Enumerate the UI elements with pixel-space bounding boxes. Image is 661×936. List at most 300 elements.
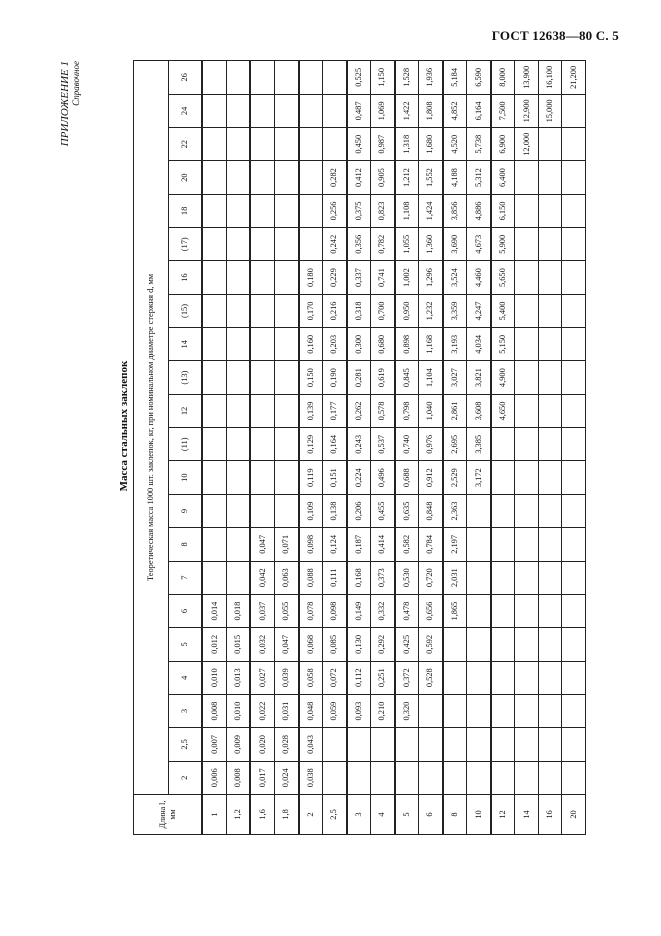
mass-value-cell	[226, 194, 250, 227]
mass-value-cell	[250, 428, 274, 461]
mass-value-cell: 0,292	[371, 628, 395, 661]
mass-value-cell: 0,037	[250, 594, 274, 627]
mass-value-cell	[562, 128, 586, 161]
mass-value-cell	[250, 161, 274, 194]
mass-value-cell: 0,845	[395, 361, 419, 394]
mass-value-cell	[538, 128, 562, 161]
mass-value-cell: 15,000	[538, 94, 562, 127]
mass-value-cell: 3,856	[443, 194, 467, 227]
mass-value-cell: 0,414	[371, 528, 395, 561]
mass-value-cell	[538, 728, 562, 761]
mass-value-cell	[226, 561, 250, 594]
mass-value-cell	[538, 628, 562, 661]
diameter-row	[515, 61, 539, 835]
diameter-header-cell: 2	[299, 794, 323, 834]
length-value-cell: 26	[169, 61, 203, 95]
diameter-row	[395, 61, 419, 835]
mass-value-cell: 0,138	[323, 494, 347, 527]
mass-value-cell: 0,014	[202, 594, 226, 627]
mass-value-cell: 0,206	[347, 494, 371, 527]
mass-value-cell: 0,112	[347, 661, 371, 694]
mass-value-cell	[226, 61, 250, 95]
mass-value-cell	[562, 161, 586, 194]
mass-value-cell: 0,318	[347, 294, 371, 327]
mass-value-cell: 0,537	[371, 428, 395, 461]
mass-value-cell	[562, 428, 586, 461]
mass-value-cell	[323, 94, 347, 127]
mass-value-cell	[275, 261, 299, 294]
mass-value-cell: 2,197	[443, 528, 467, 561]
mass-value-cell: 0,412	[347, 161, 371, 194]
mass-value-cell: 0,210	[371, 694, 395, 727]
diameter-row	[347, 61, 371, 835]
mass-value-cell: 8,000	[491, 61, 515, 95]
mass-value-cell	[538, 694, 562, 727]
mass-value-cell	[250, 61, 274, 95]
mass-value-cell: 0,530	[395, 561, 419, 594]
mass-value-cell: 0,525	[347, 61, 371, 95]
mass-value-cell: 0,282	[323, 161, 347, 194]
mass-value-cell: 0,124	[323, 528, 347, 561]
diameter-row	[323, 61, 347, 835]
mass-value-cell: 4,900	[491, 361, 515, 394]
mass-value-cell	[467, 661, 491, 694]
mass-value-cell	[562, 661, 586, 694]
mass-value-cell	[202, 128, 226, 161]
length-value-cell: 16	[169, 261, 203, 294]
mass-value-cell: 0,987	[371, 128, 395, 161]
length-value-cell: 12	[169, 394, 203, 427]
mass-value-cell: 0,078	[299, 594, 323, 627]
mass-value-cell: 3,385	[467, 428, 491, 461]
length-header: Длина l, мм	[134, 794, 203, 834]
mass-value-cell: 0,300	[347, 328, 371, 361]
mass-value-cell	[562, 261, 586, 294]
mass-value-cell: 0,013	[226, 661, 250, 694]
mass-value-cell	[562, 594, 586, 627]
mass-value-cell: 0,242	[323, 228, 347, 261]
diameter-header-cell: 3	[347, 794, 371, 834]
mass-value-cell: 1,865	[443, 594, 467, 627]
mass-value-cell	[515, 561, 539, 594]
length-value-cell: 22	[169, 128, 203, 161]
mass-value-cell	[491, 528, 515, 561]
mass-value-cell: 0,024	[275, 761, 299, 794]
mass-value-cell: 0,373	[371, 561, 395, 594]
mass-value-cell: 0,160	[299, 328, 323, 361]
mass-value-cell	[467, 761, 491, 794]
mass-value-cell	[275, 328, 299, 361]
mass-value-cell: 0,740	[395, 428, 419, 461]
mass-value-cell	[323, 728, 347, 761]
mass-value-cell	[202, 228, 226, 261]
mass-value-cell: 0,130	[347, 628, 371, 661]
mass-value-cell: 4,886	[467, 194, 491, 227]
mass-value-cell	[467, 728, 491, 761]
mass-value-cell	[491, 761, 515, 794]
mass-value-cell	[467, 528, 491, 561]
diameter-header-cell: 1	[202, 794, 226, 834]
mass-value-cell: 0,455	[371, 494, 395, 527]
mass-value-cell	[515, 761, 539, 794]
mass-value-cell: 1,424	[419, 194, 443, 227]
mass-value-cell	[275, 128, 299, 161]
mass-value-cell: 0,150	[299, 361, 323, 394]
mass-value-cell: 1,808	[419, 94, 443, 127]
mass-value-cell: 0,229	[323, 261, 347, 294]
mass-value-cell: 5,900	[491, 228, 515, 261]
mass-value-cell	[562, 461, 586, 494]
mass-value-cell	[202, 194, 226, 227]
mass-value-cell	[202, 394, 226, 427]
mass-value-cell	[467, 594, 491, 627]
mass-value-cell: 3,821	[467, 361, 491, 394]
rivet-mass-table	[133, 60, 586, 835]
mass-value-cell	[538, 161, 562, 194]
mass-value-cell	[562, 528, 586, 561]
mass-value-cell	[299, 94, 323, 127]
mass-value-cell: 0,048	[299, 694, 323, 727]
mass-value-cell: 4,188	[443, 161, 467, 194]
mass-value-cell	[202, 528, 226, 561]
diameter-row	[226, 61, 250, 835]
mass-value-cell	[443, 728, 467, 761]
mass-value-cell: 0,072	[323, 661, 347, 694]
mass-value-cell: 0,164	[323, 428, 347, 461]
mass-value-cell	[275, 294, 299, 327]
length-value-cell: (13)	[169, 361, 203, 394]
mass-value-cell: 1,212	[395, 161, 419, 194]
mass-value-cell: 0,619	[371, 361, 395, 394]
mass-value-cell: 0,170	[299, 294, 323, 327]
mass-value-cell: 0,251	[371, 661, 395, 694]
mass-value-cell	[250, 494, 274, 527]
mass-value-cell: 4,520	[443, 128, 467, 161]
length-value-cell: 5	[169, 628, 203, 661]
mass-value-cell: 1,528	[395, 61, 419, 95]
mass-value-cell: 0,031	[275, 694, 299, 727]
mass-value-cell	[515, 161, 539, 194]
mass-value-cell: 0,680	[371, 328, 395, 361]
mass-value-cell	[562, 194, 586, 227]
mass-value-cell	[538, 194, 562, 227]
mass-value-cell: 6,900	[491, 128, 515, 161]
mass-value-cell: 0,022	[250, 694, 274, 727]
mass-value-cell	[226, 228, 250, 261]
mass-value-cell: 1,232	[419, 294, 443, 327]
mass-value-cell	[250, 361, 274, 394]
mass-value-cell: 1,296	[419, 261, 443, 294]
mass-value-cell	[226, 128, 250, 161]
mass-value-cell	[202, 461, 226, 494]
mass-value-cell: 0,332	[371, 594, 395, 627]
mass-value-cell	[226, 328, 250, 361]
diameter-row	[250, 61, 274, 835]
mass-value-cell	[515, 494, 539, 527]
mass-value-cell	[226, 361, 250, 394]
mass-value-cell: 0,905	[371, 161, 395, 194]
length-value-cell: 14	[169, 328, 203, 361]
mass-value-cell	[538, 428, 562, 461]
mass-value-cell	[395, 761, 419, 794]
length-value-cell: (17)	[169, 228, 203, 261]
mass-value-cell: 0,720	[419, 561, 443, 594]
diameter-row	[299, 61, 323, 835]
mass-value-cell	[515, 594, 539, 627]
mass-value-cell	[323, 128, 347, 161]
mass-value-cell: 0,741	[371, 261, 395, 294]
mass-value-cell: 0,149	[347, 594, 371, 627]
mass-value-cell: 1,069	[371, 94, 395, 127]
mass-value-cell: 0,093	[347, 694, 371, 727]
mass-value-cell	[202, 361, 226, 394]
mass-value-cell: 0,528	[419, 661, 443, 694]
appendix-label	[60, 61, 82, 201]
length-value-cell: 18	[169, 194, 203, 227]
mass-value-cell	[299, 128, 323, 161]
mass-value-cell	[491, 594, 515, 627]
mass-value-cell	[202, 94, 226, 127]
mass-value-cell: 3,608	[467, 394, 491, 427]
mass-value-cell	[347, 728, 371, 761]
mass-value-cell: 13,900	[515, 61, 539, 95]
mass-value-cell	[419, 694, 443, 727]
mass-value-cell: 0,243	[347, 428, 371, 461]
mass-value-cell: 0,098	[323, 594, 347, 627]
mass-value-cell	[419, 728, 443, 761]
mass-value-cell: 0,088	[299, 561, 323, 594]
mass-value-cell: 0,139	[299, 394, 323, 427]
mass-value-cell: 2,031	[443, 561, 467, 594]
table-title: Масса стальных заклепок	[118, 360, 130, 492]
mass-value-cell: 2,861	[443, 394, 467, 427]
mass-value-cell: 0,848	[419, 494, 443, 527]
mass-value-cell	[226, 494, 250, 527]
mass-value-cell: 1,040	[419, 394, 443, 427]
mass-value-cell	[275, 494, 299, 527]
mass-value-cell: 3,524	[443, 261, 467, 294]
diameter-header-cell: 20	[562, 794, 586, 834]
mass-value-cell	[515, 261, 539, 294]
mass-value-cell: 0,784	[419, 528, 443, 561]
mass-value-cell: 5,312	[467, 161, 491, 194]
length-value-cell: 2	[169, 761, 203, 794]
mass-value-cell: 4,852	[443, 94, 467, 127]
mass-value-cell	[491, 628, 515, 661]
mass-value-cell	[467, 628, 491, 661]
mass-value-cell: 1,108	[395, 194, 419, 227]
mass-value-cell: 0,798	[395, 394, 419, 427]
mass-value-cell: 0,375	[347, 194, 371, 227]
mass-value-cell	[515, 528, 539, 561]
mass-value-cell	[275, 361, 299, 394]
page-header: ГОСТ 12638—80 С. 5	[491, 28, 619, 43]
mass-value-cell: 0,038	[299, 761, 323, 794]
diameter-header-cell: 1,2	[226, 794, 250, 834]
mass-value-cell: 1,168	[419, 328, 443, 361]
mass-value-cell	[250, 128, 274, 161]
mass-value-cell	[515, 294, 539, 327]
mass-value-cell: 0,009	[226, 728, 250, 761]
mass-value-cell	[226, 394, 250, 427]
length-value-cell: (11)	[169, 428, 203, 461]
mass-value-cell: 0,700	[371, 294, 395, 327]
mass-value-cell	[538, 494, 562, 527]
mass-value-cell	[202, 261, 226, 294]
diameter-row	[275, 61, 299, 835]
length-value-cell: 8	[169, 528, 203, 561]
diameter-header-cell: 5	[395, 794, 419, 834]
mass-value-cell: 0,912	[419, 461, 443, 494]
mass-value-cell: 0,071	[275, 528, 299, 561]
mass-value-cell: 0,180	[299, 261, 323, 294]
mass-value-cell: 5,400	[491, 294, 515, 327]
mass-value-cell: 0,068	[299, 628, 323, 661]
mass-value-cell: 0,098	[299, 528, 323, 561]
mass-value-cell: 0,047	[275, 628, 299, 661]
mass-value-cell: 5,738	[467, 128, 491, 161]
mass-value-cell: 0,012	[202, 628, 226, 661]
mass-value-cell: 1,104	[419, 361, 443, 394]
mass-value-cell: 0,177	[323, 394, 347, 427]
mass-value-cell: 1,936	[419, 61, 443, 95]
mass-value-cell	[515, 728, 539, 761]
mass-value-cell	[250, 194, 274, 227]
mass-value-cell: 4,034	[467, 328, 491, 361]
mass-value-cell	[275, 194, 299, 227]
mass-value-cell: 3,027	[443, 361, 467, 394]
mass-value-cell: 0,823	[371, 194, 395, 227]
mass-value-cell	[275, 228, 299, 261]
diameter-row	[419, 61, 443, 835]
mass-value-cell: 0,007	[202, 728, 226, 761]
mass-value-cell	[515, 461, 539, 494]
mass-value-cell	[299, 194, 323, 227]
mass-value-cell	[443, 694, 467, 727]
diameter-header-cell: 6	[419, 794, 443, 834]
mass-value-cell	[419, 761, 443, 794]
mass-value-cell: 0,017	[250, 761, 274, 794]
diameter-header-cell: 10	[467, 794, 491, 834]
diameter-header-cell: 4	[371, 794, 395, 834]
mass-value-cell: 1,552	[419, 161, 443, 194]
diameter-row	[538, 61, 562, 835]
mass-value-cell	[323, 61, 347, 95]
mass-value-cell: 0,281	[347, 361, 371, 394]
mass-value-cell	[562, 628, 586, 661]
mass-value-cell	[562, 328, 586, 361]
mass-value-cell	[202, 294, 226, 327]
mass-value-cell	[515, 328, 539, 361]
mass-value-cell	[491, 694, 515, 727]
mass-value-cell: 0,008	[202, 694, 226, 727]
mass-value-cell	[538, 328, 562, 361]
mass-value-cell	[275, 428, 299, 461]
mass-value-cell	[491, 561, 515, 594]
diameter-row	[443, 61, 467, 835]
mass-value-cell	[515, 661, 539, 694]
mass-value-cell: 0,187	[347, 528, 371, 561]
diameter-row	[371, 61, 395, 835]
mass-value-cell	[443, 661, 467, 694]
mass-value-cell: 5,650	[491, 261, 515, 294]
mass-value-cell: 6,164	[467, 94, 491, 127]
mass-value-cell: 0,487	[347, 94, 371, 127]
mass-value-cell	[538, 761, 562, 794]
mass-value-cell	[250, 228, 274, 261]
mass-value-cell: 0,111	[323, 561, 347, 594]
mass-value-cell: 0,055	[275, 594, 299, 627]
mass-value-cell: 0,216	[323, 294, 347, 327]
mass-value-cell	[515, 228, 539, 261]
mass-value-cell: 1,422	[395, 94, 419, 127]
mass-value-cell: 0,356	[347, 228, 371, 261]
diameter-header-cell: 8	[443, 794, 467, 834]
mass-value-cell	[299, 228, 323, 261]
mass-value-cell	[250, 461, 274, 494]
mass-value-cell: 0,018	[226, 594, 250, 627]
mass-value-cell	[202, 561, 226, 594]
length-value-cell: (15)	[169, 294, 203, 327]
mass-value-cell: 0,582	[395, 528, 419, 561]
mass-value-cell: 0,592	[419, 628, 443, 661]
diameter-header-cell: 2,5	[323, 794, 347, 834]
mass-value-cell: 2,363	[443, 494, 467, 527]
mass-value-cell: 0,782	[371, 228, 395, 261]
mass-value-cell: 0,496	[371, 461, 395, 494]
mass-value-cell	[538, 228, 562, 261]
mass-value-cell: 0,027	[250, 661, 274, 694]
mass-value-cell: 0,028	[275, 728, 299, 761]
mass-value-cell: 0,042	[250, 561, 274, 594]
mass-value-cell	[371, 761, 395, 794]
mass-value-cell	[347, 761, 371, 794]
diameter-row	[491, 61, 515, 835]
mass-value-cell	[562, 761, 586, 794]
mass-value-cell	[562, 728, 586, 761]
mass-value-cell: 0,578	[371, 394, 395, 427]
mass-value-cell: 0,635	[395, 494, 419, 527]
mass-value-cell	[226, 528, 250, 561]
mass-value-cell: 5,184	[443, 61, 467, 95]
length-value-cell: 7	[169, 561, 203, 594]
mass-value-cell: 0,010	[202, 661, 226, 694]
mass-value-cell	[443, 628, 467, 661]
mass-value-cell: 0,006	[202, 761, 226, 794]
mass-value-cell	[226, 461, 250, 494]
mass-value-cell	[226, 94, 250, 127]
mass-value-cell: 0,656	[419, 594, 443, 627]
mass-value-cell	[226, 161, 250, 194]
mass-value-cell	[226, 261, 250, 294]
mass-value-cell: 0,119	[299, 461, 323, 494]
mass-value-cell	[275, 94, 299, 127]
mass-value-cell: 0,085	[323, 628, 347, 661]
mass-value-cell	[491, 428, 515, 461]
mass-value-cell	[226, 294, 250, 327]
mass-value-cell	[515, 694, 539, 727]
mass-value-cell: 0,688	[395, 461, 419, 494]
mass-value-cell	[562, 294, 586, 327]
mass-value-cell: 6,400	[491, 161, 515, 194]
mass-value-cell	[275, 161, 299, 194]
mass-value-cell: 0,109	[299, 494, 323, 527]
mass-value-cell: 0,976	[419, 428, 443, 461]
mass-value-cell	[250, 394, 274, 427]
mass-value-cell	[538, 561, 562, 594]
diameter-row	[202, 61, 226, 835]
mass-value-cell	[202, 161, 226, 194]
